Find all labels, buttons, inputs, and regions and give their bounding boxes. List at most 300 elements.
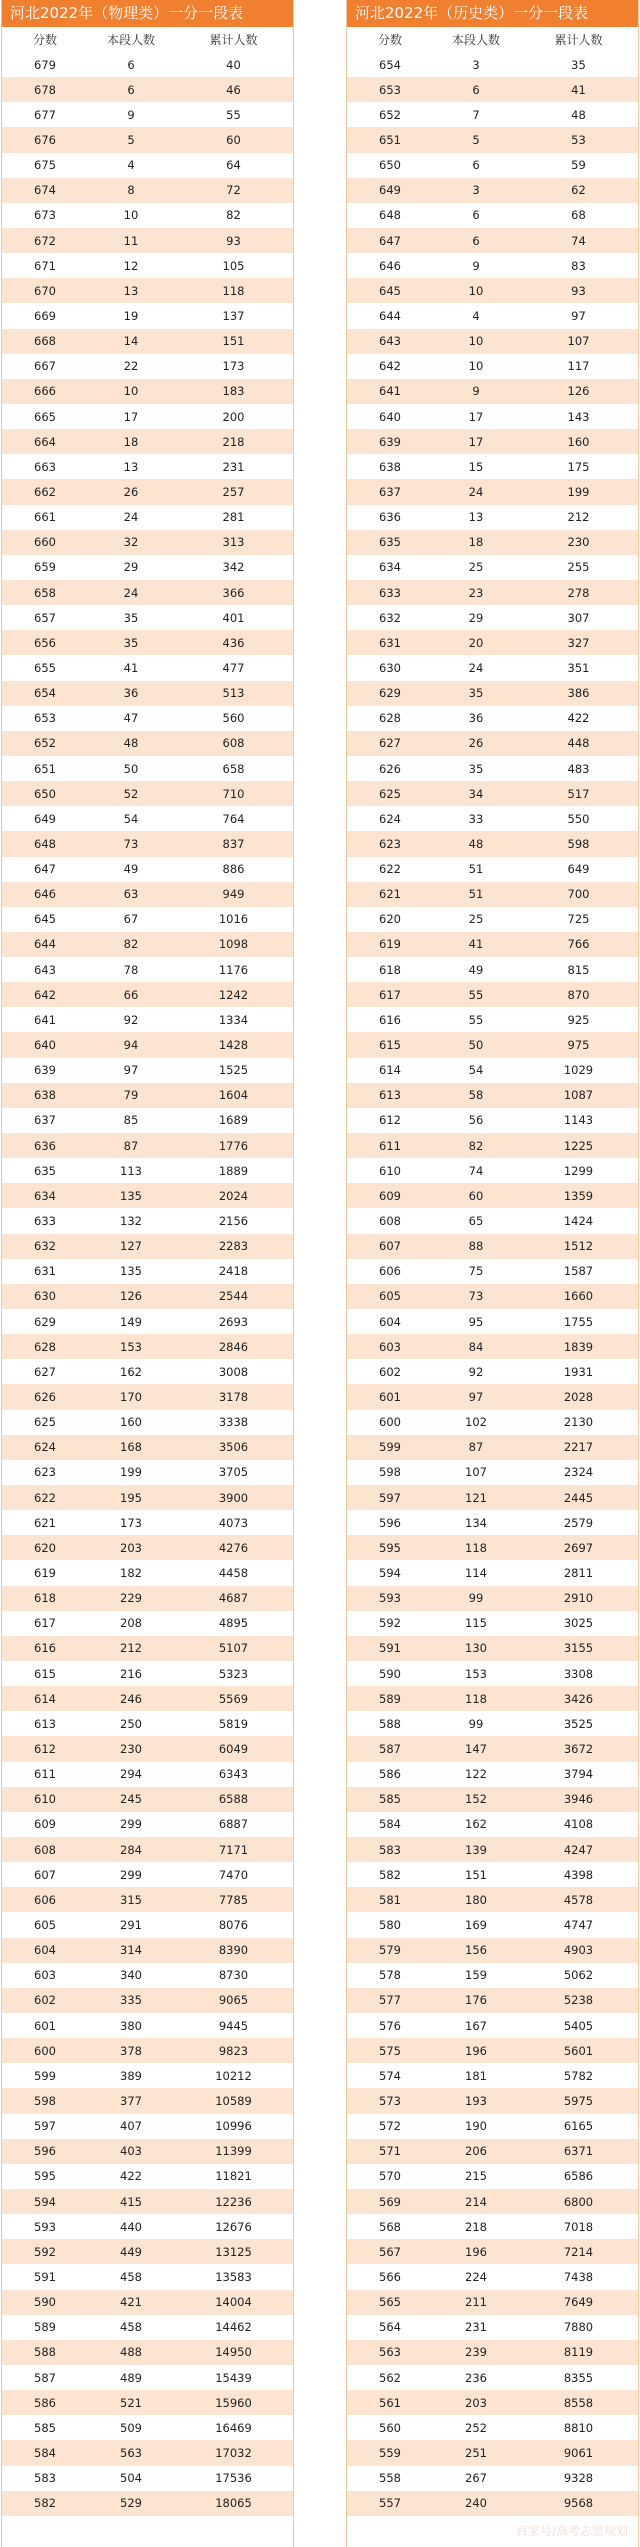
table-row — [347, 228, 638, 253]
cumulative-count-cell: 1512 — [563, 1239, 594, 1254]
score-cell: 593 — [34, 2219, 56, 2234]
segment-count-cell: 56 — [468, 1113, 484, 1128]
score-cell: 588 — [34, 2345, 56, 2360]
cumulative-count-cell: 710 — [222, 786, 245, 801]
cumulative-count-cell: 83 — [571, 258, 586, 273]
table-row — [2, 706, 293, 731]
segment-count-cell: 294 — [120, 1767, 142, 1782]
segment-count-cell: 25 — [468, 912, 484, 927]
segment-count-cell: 521 — [120, 2395, 142, 2410]
physics-table-body — [2, 52, 293, 2516]
score-cell: 632 — [379, 610, 401, 625]
table-row — [2, 2088, 293, 2113]
table-row — [347, 630, 638, 655]
cumulative-count-cell: 10589 — [215, 2093, 252, 2108]
segment-count-cell: 13 — [123, 459, 139, 474]
cumulative-count-cell: 8730 — [218, 1968, 249, 1983]
cumulative-count-cell: 2324 — [563, 1465, 594, 1480]
segment-count-cell: 99 — [468, 1591, 484, 1606]
cumulative-count-cell: 1242 — [218, 987, 249, 1002]
score-cell: 587 — [379, 1741, 401, 1756]
cumulative-count-cell: 5062 — [563, 1968, 594, 1983]
table-row — [2, 479, 293, 504]
segment-count-cell: 24 — [468, 484, 484, 499]
segment-count-cell: 5 — [472, 132, 480, 147]
cumulative-count-cell: 700 — [567, 887, 590, 902]
cumulative-count-cell: 231 — [222, 459, 245, 474]
segment-count-cell: 245 — [120, 1792, 142, 1807]
table-row — [2, 2390, 293, 2415]
table-row — [2, 731, 293, 756]
score-cell: 597 — [34, 2119, 56, 2134]
score-cell: 674 — [34, 183, 56, 198]
score-cell: 582 — [379, 1867, 401, 1882]
score-cell: 609 — [34, 1817, 56, 1832]
cumulative-count-cell: 2579 — [563, 1515, 594, 1530]
score-cell: 647 — [379, 233, 401, 248]
score-cell: 591 — [34, 2269, 56, 2284]
segment-count-cell: 122 — [465, 1767, 487, 1782]
table-row — [2, 555, 293, 580]
score-cell: 656 — [34, 635, 56, 650]
segment-count-cell: 17 — [468, 409, 484, 424]
cumulative-count-cell: 1525 — [218, 1063, 249, 1078]
cumulative-count-cell: 118 — [222, 283, 245, 298]
segment-count-cell: 55 — [468, 1012, 484, 1027]
score-cell: 559 — [379, 2445, 401, 2460]
table-row — [2, 957, 293, 982]
table-row — [2, 857, 293, 882]
table-row — [347, 1938, 638, 1963]
table-row — [2, 530, 293, 555]
table-row — [2, 982, 293, 1007]
cumulative-count-cell: 870 — [567, 987, 590, 1002]
score-cell: 651 — [379, 132, 401, 147]
cumulative-count-cell: 1776 — [218, 1138, 249, 1153]
table-row — [2, 1862, 293, 1887]
cumulative-count-cell: 257 — [222, 484, 245, 499]
segment-count-cell: 299 — [120, 1867, 142, 1882]
segment-count-cell: 13 — [468, 510, 484, 525]
segment-count-cell: 99 — [468, 1716, 484, 1731]
segment-count-cell: 139 — [465, 1842, 487, 1857]
table-row — [347, 756, 638, 781]
score-cell: 659 — [34, 560, 56, 575]
segment-count-cell: 340 — [120, 1968, 142, 1983]
cumulative-count-cell: 93 — [226, 233, 241, 248]
header-cumulative-count: 累计人数 — [554, 33, 603, 47]
table-row — [347, 2390, 638, 2415]
table-row — [2, 1586, 293, 1611]
table-row — [347, 1058, 638, 1083]
segment-count-cell: 51 — [468, 862, 484, 877]
table-row — [2, 1510, 293, 1535]
cumulative-count-cell: 9445 — [218, 2018, 249, 2033]
score-cell: 572 — [379, 2119, 401, 2134]
cumulative-count-cell: 4687 — [218, 1591, 249, 1606]
table-row — [347, 1007, 638, 1032]
segment-count-cell: 63 — [123, 887, 139, 902]
score-cell: 646 — [379, 258, 401, 273]
table-row — [2, 1485, 293, 1510]
score-cell: 610 — [34, 1792, 56, 1807]
score-cell: 643 — [34, 962, 56, 977]
segment-count-cell: 203 — [120, 1540, 142, 1555]
table-row — [2, 303, 293, 328]
score-cell: 599 — [379, 1440, 401, 1455]
cumulative-count-cell: 143 — [567, 409, 590, 424]
score-cell: 591 — [379, 1641, 401, 1656]
score-cell: 620 — [379, 912, 401, 927]
score-cell: 566 — [379, 2269, 401, 2284]
score-cell: 602 — [34, 1993, 56, 2008]
table-row — [2, 379, 293, 404]
segment-count-cell: 162 — [465, 1817, 487, 1832]
cumulative-count-cell: 1839 — [563, 1339, 594, 1354]
segment-count-cell: 35 — [123, 610, 139, 625]
table-row — [347, 831, 638, 856]
segment-count-cell: 167 — [465, 2018, 487, 2033]
segment-count-cell: 215 — [465, 2169, 487, 2184]
segment-count-cell: 51 — [468, 887, 484, 902]
score-cell: 639 — [379, 434, 401, 449]
score-cell: 615 — [34, 1666, 56, 1681]
score-cell: 677 — [34, 107, 56, 122]
score-cell: 614 — [34, 1691, 56, 1706]
segment-count-cell: 113 — [120, 1163, 142, 1178]
table-row — [2, 831, 293, 856]
table-row — [347, 1359, 638, 1384]
table-row — [2, 580, 293, 605]
segment-count-cell: 29 — [123, 560, 139, 575]
cumulative-count-cell: 105 — [222, 258, 245, 273]
score-cell: 595 — [379, 1540, 401, 1555]
score-cell: 622 — [34, 1490, 56, 1505]
segment-count-cell: 170 — [120, 1390, 142, 1405]
score-cell: 574 — [379, 2068, 401, 2083]
cumulative-count-cell: 46 — [226, 82, 241, 97]
segment-count-cell: 36 — [468, 711, 484, 726]
score-cell: 563 — [379, 2345, 401, 2360]
table-row — [2, 1611, 293, 1636]
table-row — [347, 2365, 638, 2390]
segment-count-cell: 3 — [472, 183, 480, 198]
table-row — [347, 2415, 638, 2440]
table-row — [2, 1108, 293, 1133]
segment-count-cell: 196 — [465, 2043, 487, 2058]
segment-count-cell: 10 — [468, 334, 484, 349]
cumulative-count-cell: 649 — [567, 862, 590, 877]
table-row — [2, 1133, 293, 1158]
cumulative-count-cell: 327 — [567, 635, 590, 650]
table-row — [2, 681, 293, 706]
score-cell: 606 — [34, 1892, 56, 1907]
cumulative-count-cell: 4458 — [218, 1566, 249, 1580]
score-cell: 641 — [379, 384, 401, 399]
table-row — [347, 1686, 638, 1711]
table-row — [347, 1108, 638, 1133]
cumulative-count-cell: 1660 — [563, 1289, 594, 1304]
segment-count-cell: 49 — [123, 862, 139, 877]
table-row — [2, 1284, 293, 1309]
header-cumulative-count: 累计人数 — [209, 33, 258, 47]
table-row — [347, 2290, 638, 2315]
table-row — [2, 1912, 293, 1937]
cumulative-count-cell: 307 — [567, 610, 590, 625]
cumulative-count-cell: 342 — [222, 560, 245, 575]
score-cell: 672 — [34, 233, 56, 248]
score-cell: 579 — [379, 1943, 401, 1958]
table-row — [2, 655, 293, 680]
segment-count-cell: 193 — [465, 2093, 487, 2108]
cumulative-count-cell: 5782 — [563, 2068, 594, 2083]
table-row — [2, 153, 293, 178]
table-row — [2, 630, 293, 655]
cumulative-count-cell: 68 — [571, 208, 586, 223]
score-cell: 600 — [379, 1415, 401, 1430]
cumulative-count-cell: 13125 — [215, 2244, 252, 2259]
segment-count-cell: 10 — [123, 208, 139, 223]
segment-count-cell: 127 — [120, 1239, 142, 1254]
score-cell: 619 — [379, 937, 401, 952]
score-cell: 573 — [379, 2093, 401, 2108]
score-cell: 595 — [34, 2169, 56, 2184]
score-cell: 623 — [34, 1465, 56, 1480]
table-row — [347, 882, 638, 907]
table-row — [2, 2189, 293, 2214]
segment-count-cell: 130 — [465, 1641, 487, 1656]
score-cell: 604 — [379, 1314, 401, 1329]
table-row — [2, 2365, 293, 2390]
score-cell: 618 — [379, 962, 401, 977]
cumulative-count-cell: 1428 — [218, 1038, 249, 1053]
segment-count-cell: 50 — [123, 761, 139, 776]
score-cell: 576 — [379, 2018, 401, 2033]
cumulative-count-cell: 4747 — [563, 1917, 594, 1932]
segment-count-cell: 196 — [465, 2244, 487, 2259]
score-cell: 648 — [379, 208, 401, 223]
segment-count-cell: 115 — [465, 1616, 487, 1631]
score-cell: 642 — [34, 987, 56, 1002]
score-cell: 639 — [34, 1063, 56, 1078]
segment-count-cell: 75 — [468, 1264, 484, 1279]
score-cell: 615 — [379, 1038, 401, 1053]
segment-count-cell: 73 — [468, 1289, 484, 1304]
score-cell: 562 — [379, 2370, 401, 2385]
table-row — [347, 2189, 638, 2214]
table-row — [2, 2013, 293, 2038]
segment-count-cell: 509 — [120, 2420, 142, 2435]
table-row — [347, 957, 638, 982]
table-row — [2, 1787, 293, 1812]
score-cell: 631 — [379, 635, 401, 650]
score-cell: 634 — [379, 560, 401, 575]
cumulative-count-cell: 3900 — [218, 1490, 249, 1505]
segment-count-cell: 488 — [120, 2345, 142, 2360]
segment-count-cell: 251 — [465, 2445, 487, 2460]
table-row — [347, 153, 638, 178]
score-cell: 567 — [379, 2244, 401, 2259]
segment-count-cell: 10 — [468, 283, 484, 298]
cumulative-count-cell: 7880 — [563, 2320, 594, 2335]
segment-count-cell: 159 — [465, 1968, 487, 1983]
cumulative-count-cell: 281 — [222, 510, 245, 525]
table-row — [347, 1812, 638, 1837]
table-row — [2, 1686, 293, 1711]
segment-count-cell: 563 — [120, 2445, 142, 2460]
cumulative-count-cell: 1334 — [218, 1012, 249, 1027]
segment-count-cell: 151 — [465, 1867, 487, 1882]
score-cell: 645 — [34, 912, 56, 927]
segment-count-cell: 9 — [127, 107, 135, 122]
score-cell: 650 — [34, 786, 56, 801]
cumulative-count-cell: 7785 — [218, 1892, 249, 1907]
segment-count-cell: 9 — [472, 258, 480, 273]
table-row — [347, 2440, 638, 2465]
segment-count-cell: 378 — [120, 2043, 142, 2058]
cumulative-count-cell: 6887 — [218, 1817, 249, 1832]
table-row — [2, 806, 293, 831]
segment-count-cell: 132 — [120, 1214, 142, 1229]
table-row — [347, 1259, 638, 1284]
score-cell: 668 — [34, 334, 56, 349]
score-cell: 640 — [379, 409, 401, 424]
cumulative-count-cell: 6800 — [563, 2194, 594, 2209]
segment-count-cell: 97 — [123, 1063, 139, 1078]
score-cell: 578 — [379, 1968, 401, 1983]
score-cell: 601 — [34, 2018, 56, 2033]
table-row — [2, 1183, 293, 1208]
segment-count-cell: 250 — [120, 1716, 142, 1731]
segment-count-cell: 236 — [465, 2370, 487, 2385]
cumulative-count-cell: 60 — [226, 132, 241, 147]
cumulative-count-cell: 3308 — [563, 1666, 594, 1681]
cumulative-count-cell: 2130 — [563, 1415, 594, 1430]
cumulative-count-cell: 10996 — [215, 2119, 252, 2134]
score-cell: 630 — [379, 660, 401, 675]
segment-count-cell: 162 — [120, 1364, 142, 1379]
table-row — [347, 2164, 638, 2189]
score-cell: 560 — [379, 2420, 401, 2435]
score-cell: 633 — [379, 585, 401, 600]
table-row — [2, 1410, 293, 1435]
segment-count-cell: 36 — [123, 686, 139, 701]
table-row — [347, 1032, 638, 1057]
cumulative-count-cell: 477 — [222, 660, 245, 675]
score-cell: 629 — [34, 1314, 56, 1329]
score-cell: 634 — [34, 1188, 56, 1203]
segment-count-cell: 160 — [120, 1415, 142, 1430]
score-cell: 675 — [34, 158, 56, 173]
segment-count-cell: 55 — [468, 987, 484, 1002]
cumulative-count-cell: 107 — [567, 334, 590, 349]
cumulative-count-cell: 925 — [567, 1012, 590, 1027]
cumulative-count-cell: 5569 — [218, 1691, 249, 1706]
history-table-title: 河北2022年（历史类）一分一段表 — [347, 0, 638, 27]
score-cell: 645 — [379, 283, 401, 298]
cumulative-count-cell: 3705 — [218, 1465, 249, 1480]
score-cell: 590 — [379, 1666, 401, 1681]
table-row — [347, 1183, 638, 1208]
cumulative-count-cell: 230 — [567, 535, 590, 550]
score-cell: 592 — [379, 1616, 401, 1631]
cumulative-count-cell: 4895 — [218, 1616, 249, 1631]
score-cell: 568 — [379, 2219, 401, 2234]
score-cell: 662 — [34, 484, 56, 499]
segment-count-cell: 24 — [123, 510, 139, 525]
table-row — [2, 2139, 293, 2164]
cumulative-count-cell: 725 — [567, 912, 590, 927]
segment-count-cell: 126 — [120, 1289, 142, 1304]
cumulative-count-cell: 313 — [222, 535, 245, 550]
segment-count-cell: 135 — [120, 1188, 142, 1203]
segment-count-cell: 47 — [123, 711, 139, 726]
cumulative-count-cell: 837 — [222, 836, 245, 851]
table-row — [2, 1309, 293, 1334]
score-cell: 585 — [379, 1792, 401, 1807]
cumulative-count-cell: 6049 — [218, 1741, 249, 1756]
segment-count-cell: 231 — [465, 2320, 487, 2335]
cumulative-count-cell: 1889 — [218, 1163, 249, 1178]
segment-count-cell: 22 — [123, 359, 139, 374]
table-row — [347, 1485, 638, 1510]
cumulative-count-cell: 1359 — [563, 1188, 594, 1203]
score-cell: 635 — [379, 535, 401, 550]
table-row — [347, 857, 638, 882]
segment-count-cell: 24 — [123, 585, 139, 600]
segment-count-cell: 203 — [465, 2395, 487, 2410]
score-cell: 644 — [34, 937, 56, 952]
cumulative-count-cell: 53 — [571, 132, 586, 147]
segment-count-cell: 315 — [120, 1892, 142, 1907]
table-row — [347, 1410, 638, 1435]
segment-count-cell: 212 — [120, 1641, 142, 1656]
segment-count-cell: 121 — [465, 1490, 487, 1505]
table-row — [347, 1234, 638, 1259]
table-row — [347, 781, 638, 806]
cumulative-count-cell: 5238 — [563, 1993, 594, 2008]
segment-count-cell: 190 — [465, 2119, 487, 2134]
score-cell: 605 — [379, 1289, 401, 1304]
table-row — [347, 2139, 638, 2164]
score-cell: 625 — [379, 786, 401, 801]
table-row — [347, 203, 638, 228]
table-row — [347, 1510, 638, 1535]
cumulative-count-cell: 764 — [222, 811, 245, 826]
segment-count-cell: 6 — [472, 82, 480, 97]
table-row — [347, 2466, 638, 2491]
cumulative-count-cell: 8390 — [218, 1943, 249, 1958]
table-row — [2, 127, 293, 152]
table-row — [347, 178, 638, 203]
cumulative-count-cell: 1087 — [563, 1088, 594, 1103]
score-cell: 565 — [379, 2295, 401, 2310]
score-cell: 582 — [34, 2496, 56, 2511]
table-row — [347, 681, 638, 706]
table-row — [347, 127, 638, 152]
table-row — [347, 102, 638, 127]
score-cell: 627 — [34, 1364, 56, 1379]
table-row — [2, 2491, 293, 2516]
score-cell: 594 — [34, 2194, 56, 2209]
table-row — [347, 1736, 638, 1761]
cumulative-count-cell: 3338 — [218, 1415, 249, 1430]
table-row — [347, 2264, 638, 2289]
cumulative-count-cell: 8119 — [563, 2345, 594, 2360]
table-row — [2, 429, 293, 454]
score-cell: 583 — [379, 1842, 401, 1857]
cumulative-count-cell: 14462 — [215, 2320, 252, 2335]
